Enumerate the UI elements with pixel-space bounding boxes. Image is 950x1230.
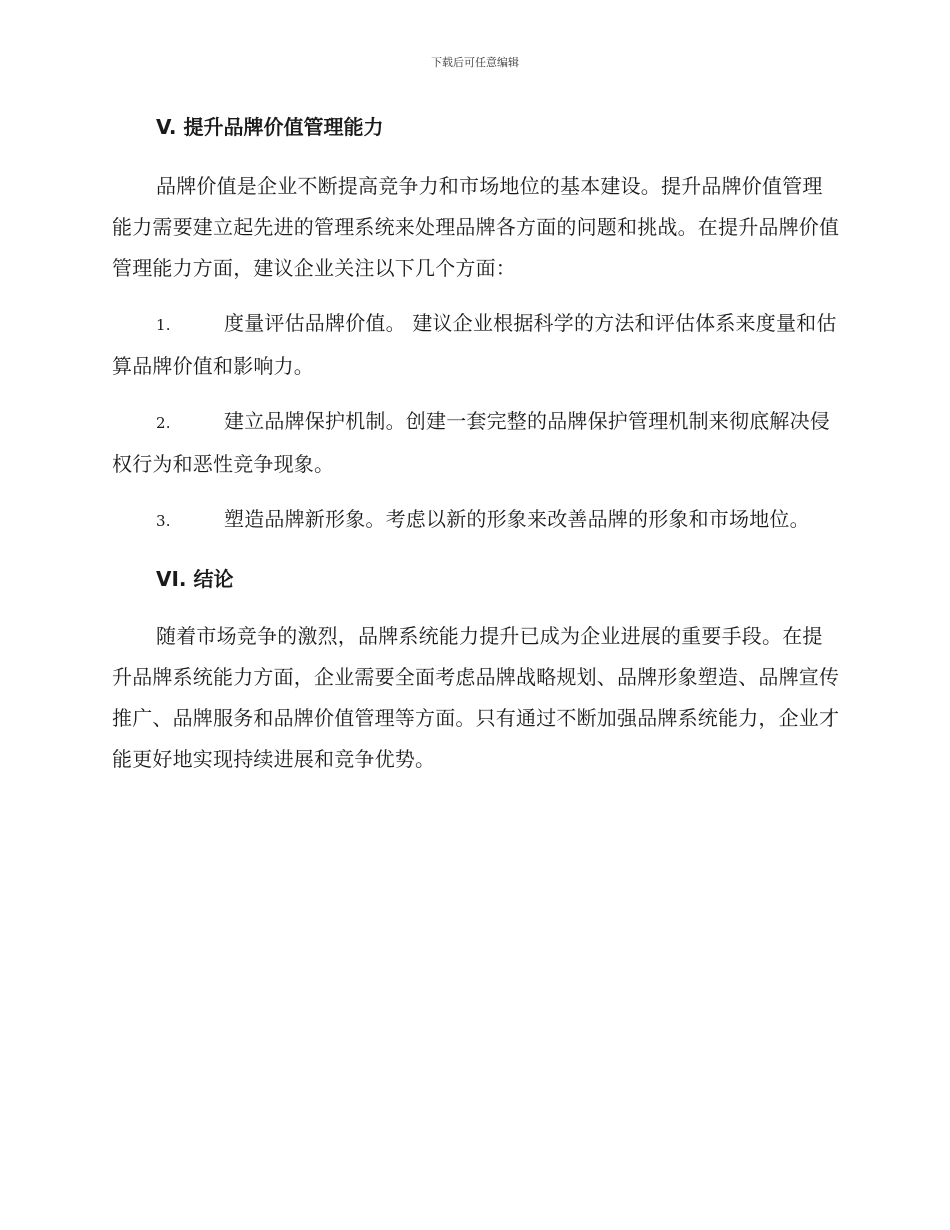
list-item [112, 499, 842, 542]
section-heading-v: V. 提升品牌价值管理能力 [156, 115, 384, 139]
list-item-text: 度量评估品牌价值。 建议企业根据科学的方法和评估体系来度量和估算品牌价值和影响力。 [112, 311, 837, 378]
document-body [112, 112, 842, 780]
list-item [112, 401, 842, 485]
list-item-text: 塑造品牌新形象。考虑以新的形象来改善品牌的形象和市场地位。 [224, 507, 810, 531]
list-item [112, 303, 842, 387]
conclusion-body: 随着市场竞争的激烈，品牌系统能力提升已成为企业进展的重要手段。在提升品牌系统能力方面，企业需要全面考虑品牌战略规划、品牌形象塑造、品牌宣传推广、品牌服务和品牌价值管理等方面。只有通过不断加强品牌系统能力，企业才能更好地实现持续进展和竞争优势。 [112, 624, 840, 771]
page-header: 下载后可任意编辑 [431, 56, 519, 69]
list-item-number: 2. [156, 414, 171, 432]
list-item-number: 1. [156, 316, 171, 334]
section-heading-vi: VI. 结论 [156, 567, 234, 591]
section-v-intro: 品牌价值是企业不断提高竞争力和市场地位的基本建设。提升品牌价值管理能力需要建立起先进的管理系统来处理品牌各方面的问题和挑战。在提升品牌价值管理能力方面，建议企业关注以下几个方面： [112, 174, 840, 280]
list-item-number: 3. [156, 512, 171, 530]
list-item-text: 建立品牌保护机制。创建一套完整的品牌保护管理机制来彻底解决侵权行为和恶性竞争现象。 [112, 409, 830, 476]
